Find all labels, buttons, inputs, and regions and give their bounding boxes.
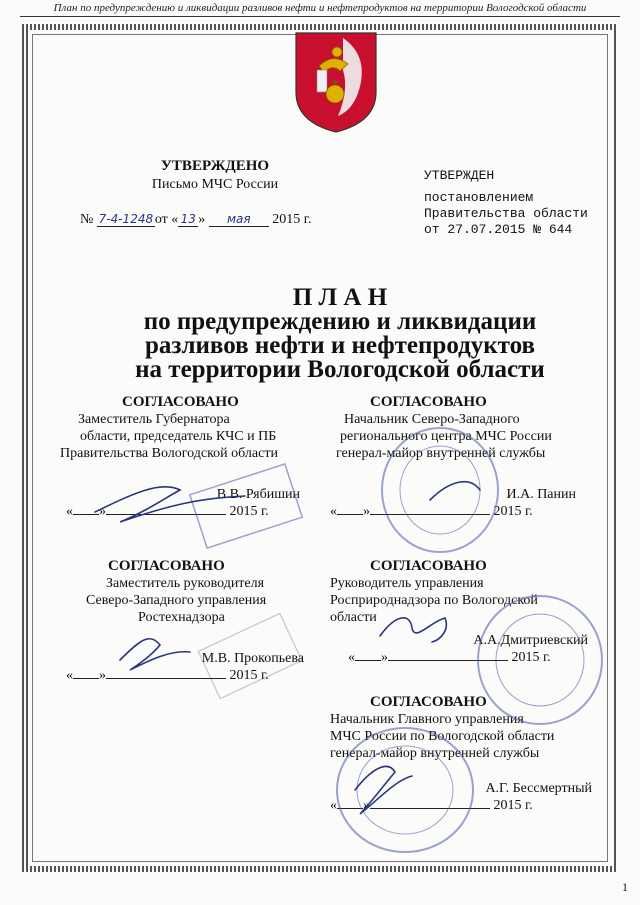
- agreed-2-date: « » 2015 г.: [330, 504, 533, 519]
- agreed-3-line2: Северо-Западного управления: [86, 593, 267, 608]
- agreed-3-name: М.В. Прокопьева: [201, 651, 304, 666]
- approved-right-line2: Правительства области: [424, 206, 588, 221]
- agreed-1-line3: Правительства Вологодской области: [60, 446, 278, 461]
- agreed-1-title: СОГЛАСОВАНО: [122, 394, 239, 410]
- agreed-2-line1: Начальник Северо-Западного: [344, 412, 520, 427]
- document-title: [40, 286, 640, 382]
- agreed-1-name: В.В. Рябишин: [216, 487, 300, 502]
- agreed-block-2: [330, 394, 590, 520]
- agreed-5-line3: генерал-майор внутренней службы: [330, 746, 540, 761]
- agreed-2-name: И.А. Панин: [506, 487, 576, 502]
- agreed-3-line3: Ростехнадзора: [138, 610, 225, 625]
- agreed-5-name: А.Г. Бессмертный: [485, 781, 592, 796]
- agreed-block-1: [60, 394, 310, 520]
- approval-year: 2015 г.: [272, 212, 312, 227]
- header-rule: [20, 16, 620, 17]
- agreed-block-5: [330, 694, 610, 814]
- approval-month-handwritten: мая: [209, 212, 269, 227]
- approval-number-line: [80, 212, 311, 228]
- agreed-block-4: [330, 558, 600, 666]
- number-sign: №: [80, 212, 94, 227]
- agreed-3-date: « » 2015 г.: [66, 668, 269, 683]
- agreed-4-title: СОГЛАСОВАНО: [370, 558, 487, 574]
- agreed-5-title: СОГЛАСОВАНО: [370, 694, 487, 710]
- title-plan: П Л А Н: [292, 284, 388, 311]
- agreed-5-date: « » 2015 г.: [330, 798, 533, 813]
- approved-right-line3: от 27.07.2015 № 644: [424, 222, 573, 237]
- agreed-4-line2: Росприроднадзора по Вологодской: [330, 593, 538, 608]
- approved-right-block: [424, 168, 588, 238]
- approved-left-title: УТВЕРЖДЕНО: [160, 158, 270, 174]
- agreed-4-date: « » 2015 г.: [348, 650, 551, 665]
- title-line3: разливов нефти и нефтепродуктов: [145, 332, 535, 359]
- coat-of-arms-icon: [293, 30, 379, 134]
- approval-number-handwritten: 7-4-1248: [98, 212, 154, 226]
- agreed-2-line2: регионального центра МЧС России: [340, 429, 552, 444]
- agreed-2-title: СОГЛАСОВАНО: [370, 394, 487, 410]
- agreed-5-line1: Начальник Главного управления: [330, 712, 524, 727]
- agreed-2-line3: генерал-майор внутренней службы: [336, 446, 546, 461]
- agreed-3-title: СОГЛАСОВАНО: [108, 558, 225, 574]
- agreed-1-line2: области, председатель КЧС и ПБ: [80, 429, 277, 444]
- agreed-5-line2: МЧС России по Вологодской области: [330, 729, 555, 744]
- approved-right-line1: постановлением: [424, 190, 534, 205]
- title-line4: на территории Вологодской области: [135, 356, 545, 383]
- agreed-4-name: А.А.Дмитриевский: [473, 633, 588, 648]
- agreed-1-date: « » 2015 г.: [66, 504, 269, 519]
- agreed-4-line1: Руководитель управления: [330, 576, 484, 591]
- approval-day-handwritten: 13: [178, 212, 198, 227]
- page-number: 1: [622, 880, 628, 894]
- date-prefix: от «: [154, 212, 179, 227]
- date-close: »: [198, 212, 206, 227]
- agreed-3-line1: Заместитель руководителя: [106, 576, 265, 591]
- agreed-block-3: [64, 558, 314, 684]
- title-line2: по предупреждению и ликвидации: [143, 308, 537, 335]
- approved-right-title: УТВЕРЖДЕН: [424, 168, 495, 183]
- agreed-4-line3: области: [330, 610, 377, 625]
- approved-left-line: Письмо МЧС России: [151, 177, 279, 192]
- agreed-1-line1: Заместитель Губернатора: [78, 412, 230, 427]
- running-header: План по предупреждению и ликвидации разливов нефти и нефтепродуктов на территории Вологодской области: [53, 2, 587, 14]
